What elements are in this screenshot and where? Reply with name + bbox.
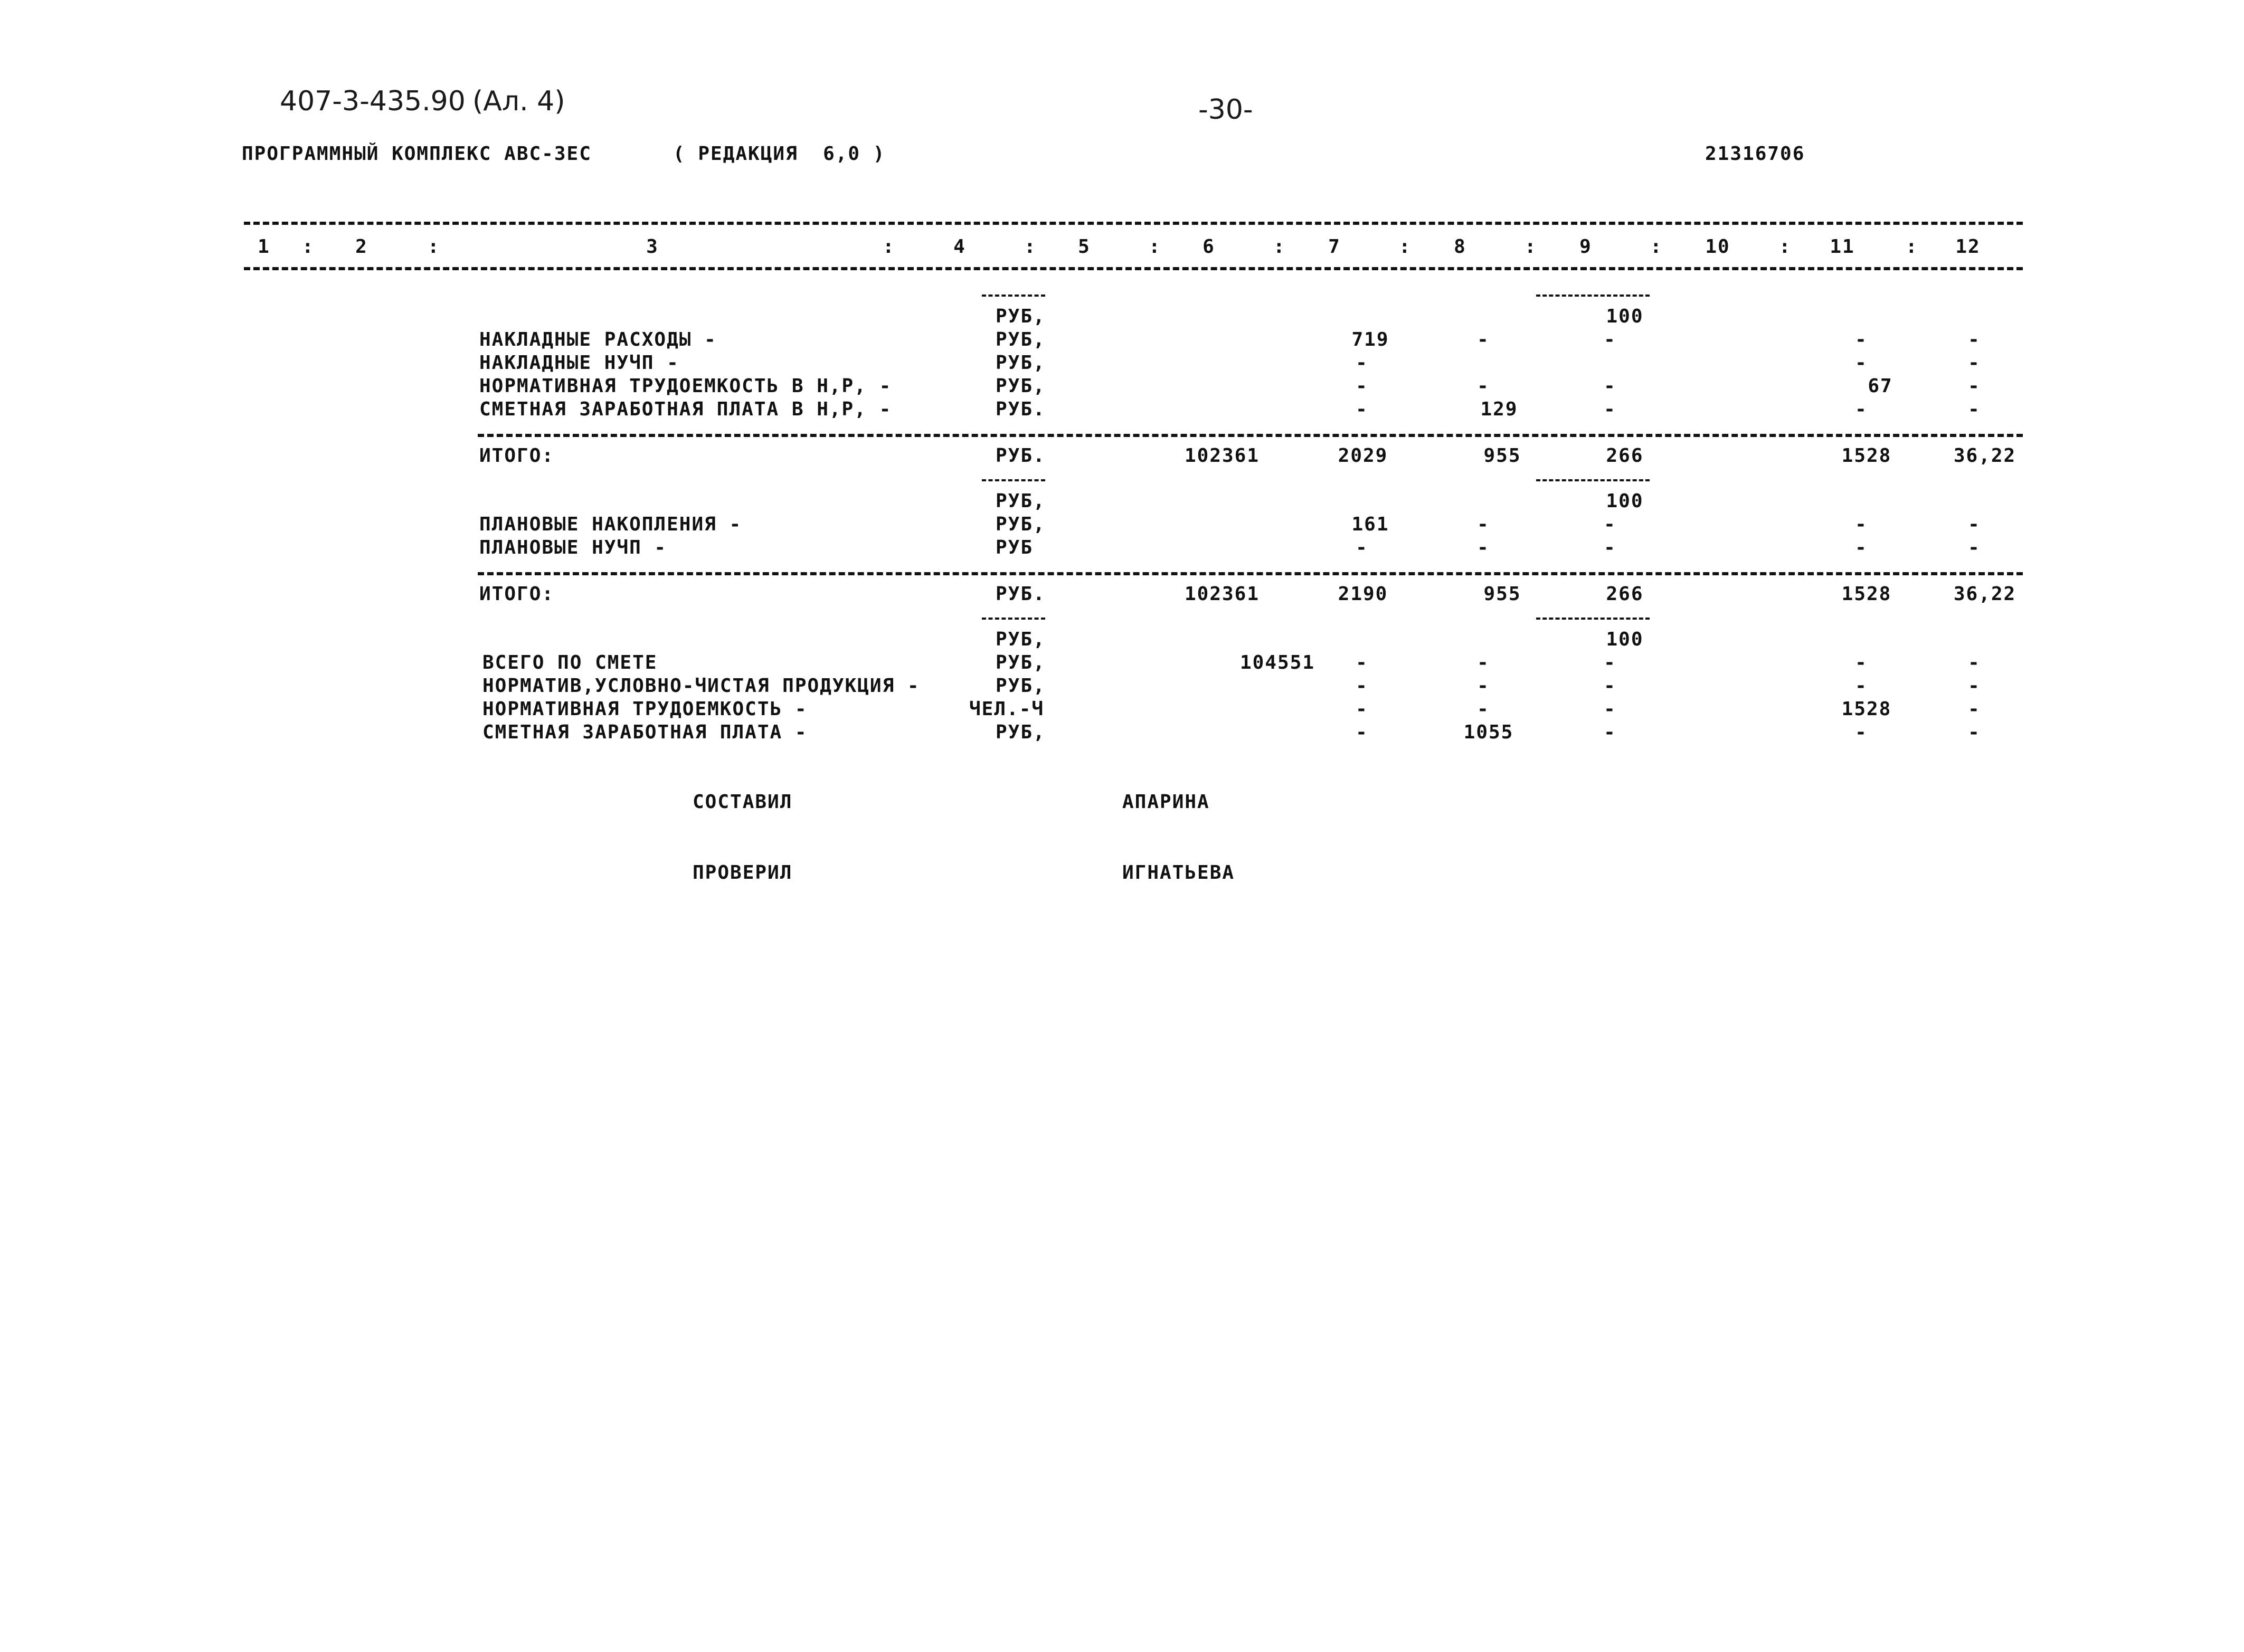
column-header: 10 <box>1705 236 1730 258</box>
row-unit: РУБ, <box>996 652 1046 673</box>
cell-col-9: - <box>1604 514 1616 535</box>
row-label: НОРМАТИВ,УСЛОВНО-ЧИСТАЯ ПРОДУКЦИЯ - <box>482 675 920 697</box>
cell-col-6: 104551 <box>1239 652 1315 673</box>
cell-col-9: 100 <box>1606 490 1644 512</box>
column-9-overline <box>1536 479 1650 481</box>
cell-col-12: - <box>1968 375 1981 397</box>
column-separators: : <box>1779 236 1792 258</box>
cell-col-7: - <box>1356 352 1368 374</box>
cell-col-12: - <box>1968 352 1981 374</box>
document-code: 407-3-435.90 <box>280 86 466 117</box>
cell-col-8: - <box>1477 375 1490 397</box>
column-header: 3 <box>646 236 659 258</box>
cell-col-9: - <box>1604 652 1616 673</box>
row-unit: РУБ, <box>996 375 1046 397</box>
column-header: 4 <box>953 236 966 258</box>
unit-underline <box>982 479 1045 481</box>
column-header: 8 <box>1454 236 1466 258</box>
checked-by-name: ИГНАТЬЕВА <box>1122 862 1235 884</box>
row-unit: РУБ. <box>996 398 1046 420</box>
compiled-by-label: СОСТАВИЛ <box>693 791 793 813</box>
row-unit: РУБ, <box>996 721 1046 743</box>
cell-col-12: - <box>1968 721 1981 743</box>
cell-col-9: - <box>1604 721 1616 743</box>
column-header: 7 <box>1328 236 1341 258</box>
cell-col-7: - <box>1356 537 1368 558</box>
column-header: 12 <box>1955 236 1981 258</box>
row-label: ИТОГО: <box>479 583 555 605</box>
program-edition: ( РЕДАКЦИЯ 6,0 ) <box>673 143 886 165</box>
row-unit: РУБ, <box>996 629 1046 650</box>
album-number: (Ал. 4) <box>472 86 565 117</box>
row-label: ПЛАНОВЫЕ НАКОПЛЕНИЯ - <box>479 514 742 535</box>
column-separators: : <box>883 236 895 258</box>
cell-col-9: 100 <box>1606 629 1644 650</box>
row-unit: РУБ. <box>996 583 1046 605</box>
column-separators: : <box>1650 236 1663 258</box>
cell-col-12: - <box>1968 675 1981 697</box>
cell-col-7: - <box>1356 721 1368 743</box>
row-label: НОРМАТИВНАЯ ТРУДОЕМКОСТЬ В Н,Р, - <box>479 375 892 397</box>
cell-col-12: 36,22 <box>1953 583 2016 605</box>
column-header: 6 <box>1203 236 1215 258</box>
cell-col-8: - <box>1477 675 1490 697</box>
cell-col-11: 1528 <box>1841 583 1892 605</box>
row-label: СМЕТНАЯ ЗАРАБОТНАЯ ПЛАТА - <box>482 721 808 743</box>
cell-col-7: 161 <box>1351 514 1389 535</box>
cell-col-11: - <box>1855 652 1868 673</box>
cell-col-7: - <box>1356 698 1368 720</box>
column-separators: : <box>1525 236 1537 258</box>
column-header: 11 <box>1830 236 1855 258</box>
column-separators: : <box>428 236 440 258</box>
column-separators: : <box>1399 236 1412 258</box>
cell-col-8: 955 <box>1483 583 1521 605</box>
row-label: ВСЕГО ПО СМЕТЕ <box>482 652 658 673</box>
row-unit: РУБ, <box>996 514 1046 535</box>
cell-col-12: - <box>1968 537 1981 558</box>
column-separators: : <box>1024 236 1037 258</box>
header-bottom-rule <box>244 267 2023 270</box>
cell-col-7: 719 <box>1351 329 1389 350</box>
cell-col-11: - <box>1855 721 1868 743</box>
column-separators: : <box>302 236 315 258</box>
column-header: 9 <box>1579 236 1592 258</box>
cell-col-12: - <box>1968 329 1981 350</box>
cell-col-8: - <box>1477 652 1490 673</box>
row-label: СМЕТНАЯ ЗАРАБОТНАЯ ПЛАТА В Н,Р, - <box>479 398 892 420</box>
row-label: НАКЛАДНЫЕ РАСХОДЫ - <box>479 329 717 350</box>
page-number: -30- <box>1198 94 1253 126</box>
column-header: 2 <box>355 236 368 258</box>
row-unit: ЧЕЛ.-Ч <box>969 698 1045 720</box>
cell-col-8: 955 <box>1483 445 1521 467</box>
cell-col-11: - <box>1855 675 1868 697</box>
cell-col-9: - <box>1604 698 1616 720</box>
program-title: ПРОГРАММНЫЙ КОМПЛЕКС АВС-ЗЕС <box>242 143 592 165</box>
cell-col-7: - <box>1356 675 1368 697</box>
row-label: ПЛАНОВЫЕ НУЧП - <box>479 537 667 558</box>
subtotal-rule <box>478 434 2023 437</box>
cell-col-9: - <box>1604 675 1616 697</box>
cell-col-8: - <box>1477 537 1490 558</box>
cell-col-11: - <box>1855 537 1868 558</box>
cell-col-7: - <box>1356 398 1368 420</box>
cell-col-8: 129 <box>1480 398 1518 420</box>
column-9-overline <box>1536 295 1650 297</box>
cell-col-6: 102361 <box>1184 583 1260 605</box>
row-unit: РУБ, <box>996 352 1046 374</box>
column-separators: : <box>1273 236 1286 258</box>
column-separators: : <box>1906 236 1918 258</box>
cell-col-7: - <box>1356 652 1368 673</box>
cell-col-12: - <box>1968 514 1981 535</box>
header-top-rule <box>244 222 2023 225</box>
cell-col-9: 266 <box>1606 445 1644 467</box>
cell-col-11: - <box>1855 514 1868 535</box>
row-label: НОРМАТИВНАЯ ТРУДОЕМКОСТЬ - <box>482 698 808 720</box>
cell-col-7: 2029 <box>1338 445 1388 467</box>
cell-col-11: 67 <box>1868 375 1893 397</box>
cell-col-9: 100 <box>1606 306 1644 327</box>
cell-col-12: - <box>1968 652 1981 673</box>
row-label: НАКЛАДНЫЕ НУЧП - <box>479 352 679 374</box>
cell-col-11: 1528 <box>1841 698 1892 720</box>
document-id: 21316706 <box>1705 143 1805 165</box>
cell-col-11: - <box>1855 398 1868 420</box>
compiled-by-name: АПАРИНА <box>1122 791 1210 813</box>
cell-col-12: - <box>1968 698 1981 720</box>
cell-col-8: - <box>1477 329 1490 350</box>
unit-underline <box>982 295 1045 297</box>
cell-col-7: 2190 <box>1338 583 1388 605</box>
unit-underline <box>982 618 1045 620</box>
cell-col-6: 102361 <box>1184 445 1260 467</box>
subtotal-rule <box>478 572 2023 575</box>
column-header: 5 <box>1078 236 1091 258</box>
cell-col-9: - <box>1604 329 1616 350</box>
row-unit: РУБ, <box>996 490 1046 512</box>
cell-col-9: 266 <box>1606 583 1644 605</box>
column-9-overline <box>1536 618 1650 620</box>
row-unit: РУБ <box>996 537 1034 558</box>
cell-col-8: - <box>1477 698 1490 720</box>
cell-col-11: 1528 <box>1841 445 1892 467</box>
column-header: 1 <box>258 236 270 258</box>
row-unit: РУБ, <box>996 675 1046 697</box>
cell-col-9: - <box>1604 537 1616 558</box>
checked-by-label: ПРОВЕРИЛ <box>693 862 793 884</box>
cell-col-9: - <box>1604 375 1616 397</box>
cell-col-9: - <box>1604 398 1616 420</box>
cell-col-11: - <box>1855 329 1868 350</box>
row-unit: РУБ. <box>996 445 1046 467</box>
cell-col-11: - <box>1855 352 1868 374</box>
cell-col-8: - <box>1477 514 1490 535</box>
cell-col-7: - <box>1356 375 1368 397</box>
cell-col-12: 36,22 <box>1953 445 2016 467</box>
row-unit: РУБ, <box>996 306 1046 327</box>
row-label: ИТОГО: <box>479 445 555 467</box>
column-separators: : <box>1149 236 1161 258</box>
cell-col-8: 1055 <box>1463 721 1514 743</box>
row-unit: РУБ, <box>996 329 1046 350</box>
cell-col-12: - <box>1968 398 1981 420</box>
